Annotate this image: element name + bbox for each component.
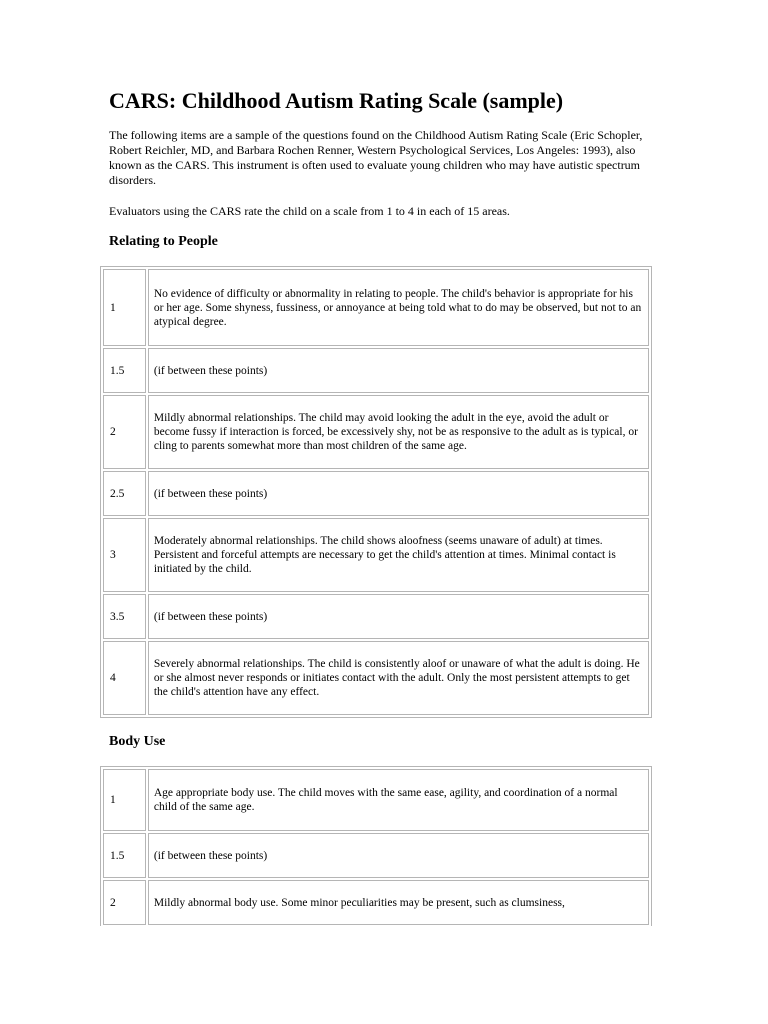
score-cell: 2 [103, 395, 146, 469]
score-cell: 3 [103, 518, 146, 592]
scale-description-paragraph: Evaluators using the CARS rate the child on a scale from 1 to 4 in each of 15 areas. [109, 204, 510, 218]
section-heading-relating-to-people: Relating to People [109, 234, 218, 249]
table-row [103, 769, 649, 831]
description-cell: Mildly abnormal relationships. The child may avoid looking the adult in the eye, avoid the adult or become fussy if interaction is forced, be excessively shy, not be as responsive to the adult as is typical, or cling to parents somewhat more than most children of the same age. [148, 395, 649, 469]
table-row [103, 833, 649, 878]
table-row [103, 594, 649, 639]
description-cell: (if between these points) [148, 348, 649, 393]
intro-paragraph: The following items are a sample of the questions found on the Childhood Autism Rating Scale (Eric Schopler, Robert Reichler, MD, and Barbara Rochen Renner, Western Psychological Services, Los Angeles: 1993), also known as the CARS. This instrument is often used to evaluate young children who may have autistic spectrum disorders. [109, 128, 643, 187]
score-cell: 2.5 [103, 471, 146, 516]
description-cell: Age appropriate body use. The child moves with the same ease, agility, and coordination of a normal child of the same age. [148, 769, 649, 831]
score-cell: 3.5 [103, 594, 146, 639]
table-row [103, 641, 649, 715]
table-row [103, 395, 649, 469]
table-row [103, 518, 649, 592]
table-row [103, 880, 649, 925]
score-cell: 2 [103, 880, 146, 925]
score-cell: 4 [103, 641, 146, 715]
description-cell: (if between these points) [148, 594, 649, 639]
score-cell: 1.5 [103, 833, 146, 878]
table-row [103, 471, 649, 516]
page-title: CARS: Childhood Autism Rating Scale (sample) [109, 88, 564, 113]
score-cell: 1 [103, 769, 146, 831]
score-cell: 1.5 [103, 348, 146, 393]
description-cell: Severely abnormal relationships. The child is consistently aloof or unaware of what the adult is doing. He or she almost never responds or initiates contact with the adult. Only the most persistent attempts to get the child's attention have any effect. [148, 641, 649, 715]
description-cell: No evidence of difficulty or abnormality in relating to people. The child's behavior is appropriate for his or her age. Some shyness, fussiness, or annoyance at being told what to do may be observed, but not to an atypical degree. [148, 269, 649, 346]
table-row [103, 348, 649, 393]
section-heading-body-use: Body Use [109, 734, 166, 749]
description-cell: Mildly abnormal body use. Some minor peculiarities may be present, such as clumsiness, [148, 880, 649, 925]
rating-table-relating-to-people [100, 266, 652, 718]
table-row [103, 269, 649, 346]
description-cell: (if between these points) [148, 471, 649, 516]
body-use-table-wrapper [100, 766, 652, 926]
score-cell: 1 [103, 269, 146, 346]
description-cell: Moderately abnormal relationships. The child shows aloofness (seems unaware of adult) at times. Persistent and forceful attempts are necessary to get the child's attention at times. Minimal contact is initiated by the child. [148, 518, 649, 592]
description-cell: (if between these points) [148, 833, 649, 878]
rating-table-body-use [100, 766, 652, 926]
